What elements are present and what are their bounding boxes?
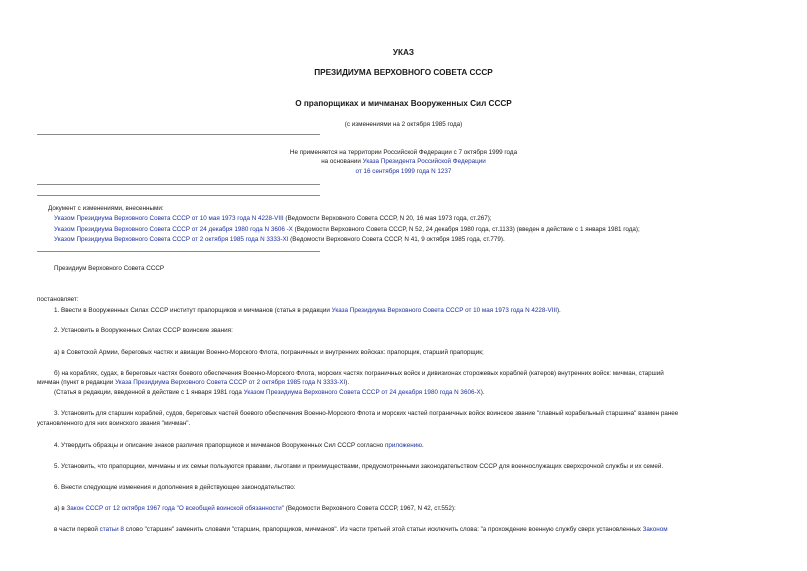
paragraph-text: (Статья в редакции, введенной в действие с 1 января 1981 года [54,389,244,396]
amendment-link-1973-inline[interactable]: Указа Президиума Верховного Совета СССР от 10 мая 1973 года N 4228-VIII [331,307,557,314]
paragraph-3-line-2: установленного для них воинского звания "мичман". [37,420,191,427]
divider [37,251,320,252]
notice-line-2 [0,158,807,166]
paragraph-text: в части первой [54,526,100,533]
paragraph-2a: а) в Советской Армии, береговых частях и авиации Военно-Морского Флота, пограничных и внутренних войсках: прапорщик, старший прапорщик; [54,349,484,356]
paragraph-text: ). [345,379,350,386]
paragraph-text: 4. Утвердить образцы и описание знаков различия прапорщиков и мичманов Вооруженных Сил СССР согласно [54,442,385,449]
document-subtitle: ПРЕЗИДИУМА ВЕРХОВНОГО СОВЕТА СССР [314,68,493,77]
divider [37,195,320,196]
presidium-label: Президиум Верховного Совета СССР [54,265,165,272]
amendment-link-1980-inline[interactable]: Указом Президиума Верховного Совета СССР от 24 декабря 1980 года N 3606-X [243,389,481,396]
amendment-item [54,226,640,234]
paragraph-2b-line-3 [54,389,485,397]
notice-prefix: на основании [321,158,363,165]
amendment-source: (Ведомости Верховного Совета СССР, N 52, 24 декабря 1980 года, ст.1133) (введен в действие с 1 января 1981 года); [292,226,640,233]
military-duty-law-link[interactable]: Закон СССР от 12 октября 1967 года "О всеобщей воинской обязанности" [66,505,284,512]
paragraph-text: слово "старшин" заменить словами "старшин, прапорщиков, мичманов". Из части третьей этой статьи исключить слова: "а прохождение военную службу сверх установленных [123,526,643,533]
paragraph-text: мичман (пункт в редакции [37,379,116,386]
paragraph-4 [54,442,424,450]
amendment-item [54,215,492,223]
divider [37,134,320,135]
amendment-link-1980[interactable]: Указом Президиума Верховного Совета СССР от 24 декабря 1980 года N 3606 -X [54,226,293,233]
amendments-caption: Документ с изменениями, внесенными: [48,205,164,212]
amendment-item [54,236,505,244]
president-decree-date-link[interactable]: от 16 сентября 1999 года N 1237 [355,168,452,175]
article-8-link[interactable]: статьи 8 [99,526,124,533]
amendment-date: (с изменениями на 2 октября 1985 года) [344,121,463,128]
document-heading: О прапорщиках и мичманах Вооруженных Сил СССР [295,99,512,108]
paragraph-text: ). [556,307,561,314]
paragraph-text: . [421,442,424,449]
amendment-source: (Ведомости Верховного Совета СССР, N 20, 16 мая 1973 года, ст.267); [283,215,492,222]
paragraph-text: (Ведомости Верховного Совета СССР, 1967, N 42, ст.552): [284,505,456,512]
paragraph-text: 1. Ввести в Вооруженных Силах СССР институт прапорщиков и мичманов (статья в редакции [54,307,332,314]
paragraph-1 [54,307,561,315]
paragraph-6a-detail [54,526,767,534]
paragraph-text: ). [480,389,485,396]
divider [37,184,320,185]
amendment-link-1985-inline[interactable]: Указа Президиума Верховного Совета СССР от 2 октября 1985 года N 3333-XI [115,379,346,386]
notice-line-1: Не применяется на территории Российской Федерации с 7 октября 1999 года [289,149,518,156]
amendment-source: (Ведомости Верховного Совета СССР, N 41, 9 октября 1985 года, ст.779). [288,236,505,243]
amendment-link-1985[interactable]: Указом Президиума Верховного Совета СССР от 2 октября 1985 года N 3333-XI [54,236,289,243]
president-decree-link[interactable]: Указа Президента Российской Федерации [362,158,486,165]
paragraph-6: 6. Внести следующие изменения и дополнения в действующее законодательство: [54,484,296,491]
document-title: УКАЗ [392,48,415,57]
notice-line-3 [0,168,807,176]
paragraph-6a [54,505,456,513]
amendment-link-1973[interactable]: Указом Президиума Верховного Совета СССР от 10 мая 1973 года N 4228-VIII [54,215,284,222]
appendix-link[interactable]: приложению [384,442,422,449]
paragraph-5: 5. Установить, что прапорщики, мичманы и их семьи пользуются правами, льготами и преимуществами, предусмотренными законодательством СССР для военнослужащих сверхсрочной службы и их семей. [54,463,664,470]
paragraph-3-line-1: 3. Установить для старшин кораблей, судов, береговых частей боевого обеспечения Военно-Морского Флота и морских частей пограничных войск воинское звание "главный корабельный старшина" взамен ранее [54,410,679,417]
paragraph-2: 2. Установить в Вооруженных Силах СССР воинские звания: [54,327,233,334]
paragraph-2b-line-1: б) на кораблях, судах, в береговых частях боевого обеспечения Военно-Морского Флота, морских частях пограничных войск и дивизионах сторожевых кораблей (катеров) внутренних войск: мичман, старший [54,370,664,377]
law-link[interactable]: Законом [642,526,668,533]
paragraph-text: а) в [54,505,67,512]
decrees-label: постановляет: [37,296,79,303]
paragraph-2b-line-2 [37,379,349,387]
